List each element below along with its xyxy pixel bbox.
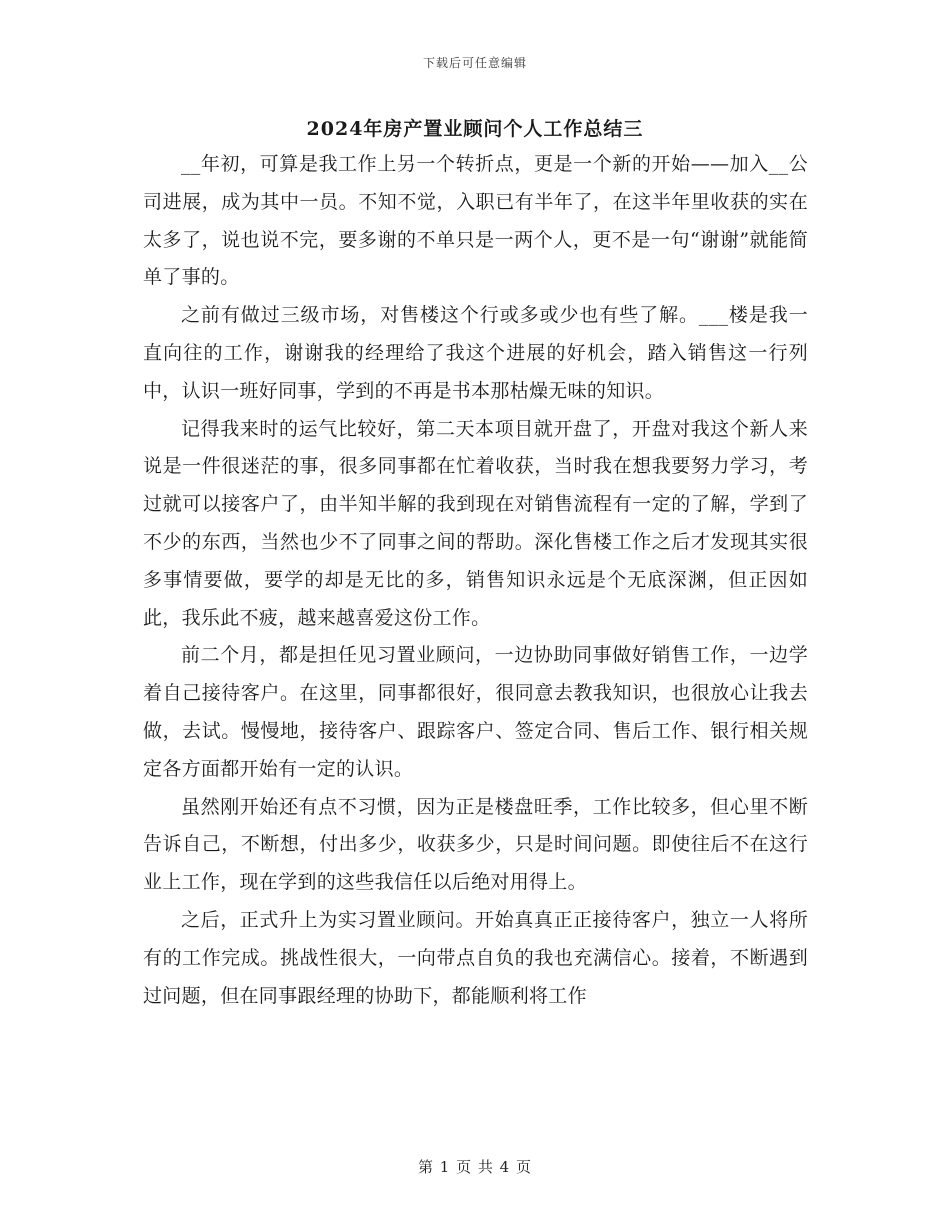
paragraph-2: 之前有做过三级市场，对售楼这个行或多或少也有些了解。___楼是我一直向往的工作，谢谢我的经理给了我这个进展的好机会，踏入销售这一行列中，认识一班好同事，学到的不再是书本那枯燥无味的知识。 [143,304,808,402]
paragraph-4: 前二个月，都是担任见习置业顾问，一边协助同事做好销售工作，一边学着自己接待客户。在这里，同事都很好，很同意去教我知识，也很放心让我去做，去试。慢慢地，接待客户、跟踪客户、签定合同、售后工作、银行相关规定各方面都开始有一定的认识。 [143,644,808,780]
header-note: 下载后可任意编辑 [422,56,527,70]
page-number: 第 1 页 共 4 页 [418,1158,532,1176]
document-title: 2024年房产置业顾问个人工作总结三 [306,118,644,140]
document-body [143,146,808,1015]
paragraph-5: 虽然刚开始还有点不习惯，因为正是楼盘旺季，工作比较多，但心里不断告诉自己，不断想，付出多少，收获多少，只是时间问题。即使往后不在这行业上工作，现在学到的这些我信任以后绝对用得上。 [143,795,808,894]
paragraph-3: 记得我来时的运气比较好，第二天本项目就开盘了，开盘对我这个新人来说是一件很迷茫的事，很多同事都在忙着收获，当时我在想我要努力学习，考过就可以接客户了，由半知半解的我到现在对销售流程有一定的了解，学到了不少的东西，当然也少不了同事之间的帮助。深化售楼工作之后才发现其实很多事情要做，要学的却是无比的多，销售知识永远是个无底深渊，但正因如此，我乐此不疲，越来越喜爱这份工作。 [143,417,808,629]
paragraph-1: __年初，可算是我工作上另一个转折点，更是一个新的开始——加入__公司进展，成为其中一员。不知不觉，入职已有半年了，在这半年里收获的实在太多了，说也说不完，要多谢的不单只是一两个人，更不是一句“谢谢”就能简单了事的。 [143,153,808,289]
paragraph-6: 之后，正式升上为实习置业顾问。开始真真正正接待客户，独立一人将所有的工作完成。挑战性很大，一向带点自负的我也充满信心。接着，不断遇到过问题，但在同事跟经理的协助下，都能顺利将工作 [143,908,808,1007]
